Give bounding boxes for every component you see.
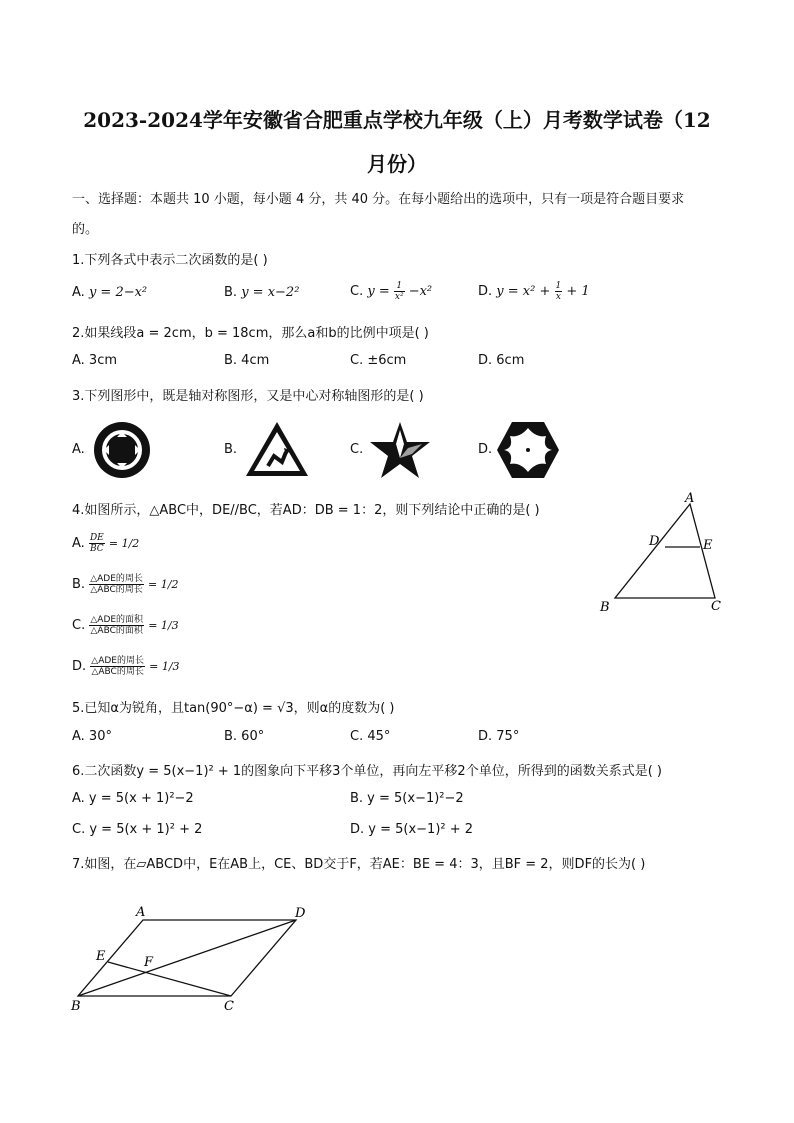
option-fraction: $\frac{1}{x}$ [555, 281, 562, 302]
q3-option-d-label[interactable]: D. [478, 442, 493, 457]
option-fraction: $\frac{DE}{BC}$ [89, 533, 104, 554]
triangle-figure [590, 492, 730, 614]
q5-stem: 5.已知α为锐角，且tan(90°−α) = √3，则α的度数为( ) [72, 701, 395, 716]
section-instructions-cont: 的。 [72, 222, 99, 237]
option-expr-pre: y = [367, 284, 390, 299]
q1-option-b[interactable] [224, 285, 299, 300]
q4-option-b[interactable] [72, 574, 178, 595]
vertex-e-label: E [703, 538, 713, 553]
q3-option-b-label[interactable]: B. [224, 442, 238, 457]
option-value: = 1/3 [148, 619, 179, 632]
option-label: A. [72, 285, 85, 300]
option-fraction: $\frac{1}{\text{x²}}$ [394, 281, 404, 302]
vertex-d-label: D [295, 906, 306, 921]
vertex-c-label: C [224, 999, 234, 1014]
q4-option-c[interactable] [72, 615, 179, 636]
option-label: A. [72, 536, 85, 551]
star-icon [368, 420, 432, 480]
q3-option-c-label[interactable]: C. [350, 442, 364, 457]
q1-option-a[interactable] [72, 285, 147, 300]
vertex-e-label: E [96, 949, 106, 964]
q6-stem: 6.二次函数y = 5(x−1)² + 1的图象向下平移3个单位，再向左平移2个单位，所得到的函数关系式是( ) [72, 764, 662, 779]
vertex-a-label: A [136, 905, 146, 920]
q5-option-c[interactable]: C. 45° [350, 729, 391, 744]
warning-sign-icon [244, 420, 310, 478]
option-label: D. [72, 659, 87, 674]
option-fraction: $\frac{\text{△ADE的周长}}{\text{△ABC的周长}}$ [91, 656, 144, 677]
vertex-a-label: A [685, 492, 695, 506]
q6-option-c[interactable]: C. y = 5(x + 1)² + 2 [72, 822, 203, 837]
option-label: D. [478, 284, 493, 299]
roundabout-sign-icon [92, 420, 152, 480]
vertex-f-label: F [144, 955, 154, 970]
option-label: B. [224, 285, 238, 300]
option-value: = 1/2 [108, 537, 140, 550]
vertex-c-label: C [711, 599, 721, 614]
q2-option-b[interactable]: B. 4cm [224, 353, 270, 368]
q6-option-b[interactable]: B. y = 5(x−1)²−2 [350, 791, 464, 806]
vertex-b-label: B [600, 600, 610, 614]
q2-option-c[interactable]: C. ±6cm [350, 353, 407, 368]
q3-option-a-label[interactable]: A. [72, 442, 85, 457]
q4-stem: 4.如图所示，△ABC中，DE//BC，若AD：DB = 1：2，则下列结论中正确的是( ) [72, 503, 540, 518]
option-fraction: $\frac{\text{△ADE的周长}}{\text{△ABC的周长}}$ [90, 574, 143, 595]
option-expr-post: + 1 [566, 284, 590, 299]
q2-option-d[interactable]: D. 6cm [478, 353, 525, 368]
exam-title-line2: 月份） [367, 152, 427, 176]
q4-option-d[interactable] [72, 656, 180, 677]
option-value: = 1/3 [149, 660, 180, 673]
q7-stem: 7.如图，在▱ABCD中，E在AB上，CE、BD交于F，若AE：BE = 4：3，且BF = 2，则DF的长为( ) [72, 857, 646, 872]
triangle-abc [615, 504, 715, 598]
option-fraction: $\frac{\text{△ADE的面积}}{\text{△ABC的面积}}$ [90, 615, 144, 636]
option-expr: y = 2−x² [88, 285, 148, 300]
exam-title-line1: 2023-2024学年安徽省合肥重点学校九年级（上）月考数学试卷（12 [83, 108, 711, 132]
hexagon-flower-icon [496, 420, 560, 480]
option-label: C. [72, 618, 86, 633]
q2-stem: 2.如果线段a = 2cm，b = 18cm，那么a和b的比例中项是( ) [72, 326, 429, 341]
q3-stem: 3.下列图形中，既是轴对称图形，又是中心对称轴图形的是( ) [72, 389, 424, 404]
option-expr-pre: y = x² + [496, 284, 551, 299]
q5-option-d[interactable]: D. 75° [478, 729, 520, 744]
option-expr: y = x−2² [241, 285, 300, 300]
option-value: = 1/2 [148, 578, 179, 591]
vertex-b-label: B [71, 999, 81, 1014]
q1-option-d[interactable] [478, 281, 590, 302]
vertex-d-label: D [649, 534, 660, 549]
option-expr-post: −x² [408, 284, 433, 299]
q1-stem: 1.下列各式中表示二次函数的是( ) [72, 253, 268, 268]
section-instructions: 一、选择题：本题共 10 小题，每小题 4 分，共 40 分。在每小题给出的选项中，只有一项是符合题目要求 [72, 192, 685, 207]
option-label: C. [350, 284, 364, 299]
q5-option-b[interactable]: B. 60° [224, 729, 265, 744]
q1-option-c[interactable] [350, 281, 432, 302]
option-label: B. [72, 577, 86, 592]
q2-option-a[interactable]: A. 3cm [72, 353, 118, 368]
q5-option-a[interactable]: A. 30° [72, 729, 112, 744]
q6-option-a[interactable]: A. y = 5(x + 1)²−2 [72, 791, 194, 806]
parallelogram-figure [66, 902, 316, 1014]
q6-option-d[interactable]: D. y = 5(x−1)² + 2 [350, 822, 474, 837]
q4-option-a[interactable] [72, 533, 139, 554]
